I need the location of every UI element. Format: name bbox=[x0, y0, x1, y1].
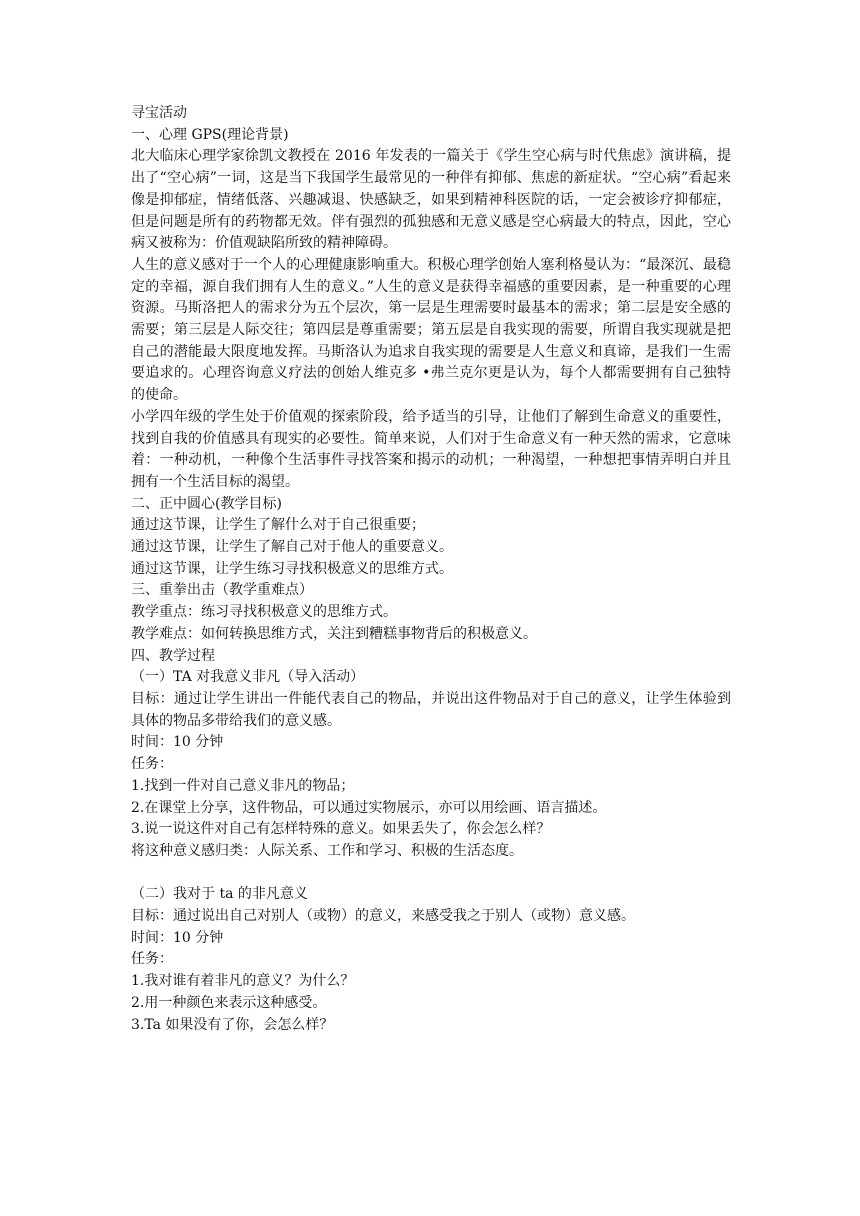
activity-goal: 目标：通过说出自己对别人（或物）的意义，来感受我之于别人（或物）意义感。 bbox=[131, 908, 635, 924]
teaching-focus: 教学重点：练习寻找积极意义的思维方式。 bbox=[131, 604, 397, 621]
goal-item: 通过这节课，让学生了解自己对于他人的重要意义。 bbox=[131, 539, 453, 556]
activity-title: （二）我对于 ta 的非凡意义 bbox=[131, 886, 308, 903]
task-item: 2.用一种颜色来表示这种感受。 bbox=[131, 994, 327, 1011]
paragraph: 人生的意义感对于一个人的心理健康影响重大。积极心理学创始人塞利格曼认为：“最深沉、最稳定的幸福，源自我们拥有人生的意义。”人生的意义是获得幸福感的重要因素，是一种重要的心理资源。马斯洛把人的需求分为五个层次，第一层是生理需要时最基本的需求；第二层是安全感的需要；第三层是人际交往；第四层是尊重需要；第五层是自我实现的需要，所谓自我实现就是把自己的潜能最大限度地发挥。马斯洛认为追求自我实现的需要是人生意义和真谛，是我们一生需要追求的。心理咨询意义疗法的创始人维克多 •弗兰克尔更是认为，每个人都需要拥有自己独特的使命。 bbox=[131, 256, 731, 404]
task-item: 3.Ta 如果没有了你，会怎么样？ bbox=[131, 1016, 334, 1033]
paragraph: 小学四年级的学生处于价值观的探索阶段，给予适当的引导，让他们了解到生命意义的重要性，找到自我的价值感具有现实的必要性。简单来说，人们对于生命意义有一种天然的需求，它意味着：一种动机，一种像个生活事件寻找答案和揭示的动机；一种渴望，一种想把事情弄明白并且拥有一个生活目标的渴望。 bbox=[131, 408, 731, 490]
activity-time: 时间：10 分钟 bbox=[131, 929, 224, 946]
activity-time: 时间：10 分钟 bbox=[131, 734, 224, 751]
goal-item: 通过这节课，让学生了解什么对于自己很重要； bbox=[131, 517, 425, 534]
task-label: 任务： bbox=[131, 756, 173, 773]
teaching-difficulty: 教学难点：如何转换思维方式，关注到糟糕事物背后的积极意义。 bbox=[131, 625, 537, 642]
activity-summary: 将这种意义感归类：人际关系、工作和学习、积极的生活态度。 bbox=[131, 842, 523, 859]
activity-title: （一）TA 对我意义非凡（导入活动） bbox=[131, 669, 365, 686]
task-item: 3.说一说这件对自己有怎样特殊的意义。如果丢失了，你会怎么样？ bbox=[131, 821, 551, 838]
section-heading-4: 四、教学过程 bbox=[131, 647, 215, 664]
section-heading-2: 二、正中圆心(教学目标) bbox=[131, 495, 282, 512]
document-title: 寻宝活动 bbox=[131, 105, 187, 121]
section-heading-1: 一、心理 GPS(理论背景) bbox=[131, 126, 289, 143]
document-page bbox=[131, 103, 731, 1036]
task-item: 1.我对谁有着非凡的意义？为什么？ bbox=[131, 973, 355, 990]
activity-goal: 目标：通过让学生讲出一件能代表自己的物品，并说出这件物品对于自己的意义，让学生体验到具体的物品多带给我们的意义感。 bbox=[131, 690, 731, 729]
section-heading-3: 三、重拳出击（教学重难点） bbox=[131, 582, 313, 599]
goal-item: 通过这节课，让学生练习寻找积极意义的思维方式。 bbox=[131, 560, 453, 577]
task-label: 任务： bbox=[131, 951, 173, 968]
task-item: 1.找到一件对自己意义非凡的物品； bbox=[131, 777, 355, 794]
paragraph: 北大临床心理学家徐凯文教授在 2016 年发表的一篇关于《学生空心病与时代焦虑》演讲稿，提出了“空心病”一词，这是当下我国学生最常见的一种伴有抑郁、焦虑的新症状。“空心病”看起来像是抑郁症，情绪低落、兴趣减退、快感缺乏，如果到精神科医院的话，一定会被诊疗抑郁症，但是问题是所有的药物都无效。伴有强烈的孤独感和无意义感是空心病最大的特点，因此，空心病又被称为：价值观缺陷所致的精神障碍。 bbox=[131, 148, 731, 252]
task-item: 2.在课堂上分享，这件物品，可以通过实物展示，亦可以用绘画、语言描述。 bbox=[131, 799, 607, 816]
blank-line bbox=[131, 863, 731, 885]
